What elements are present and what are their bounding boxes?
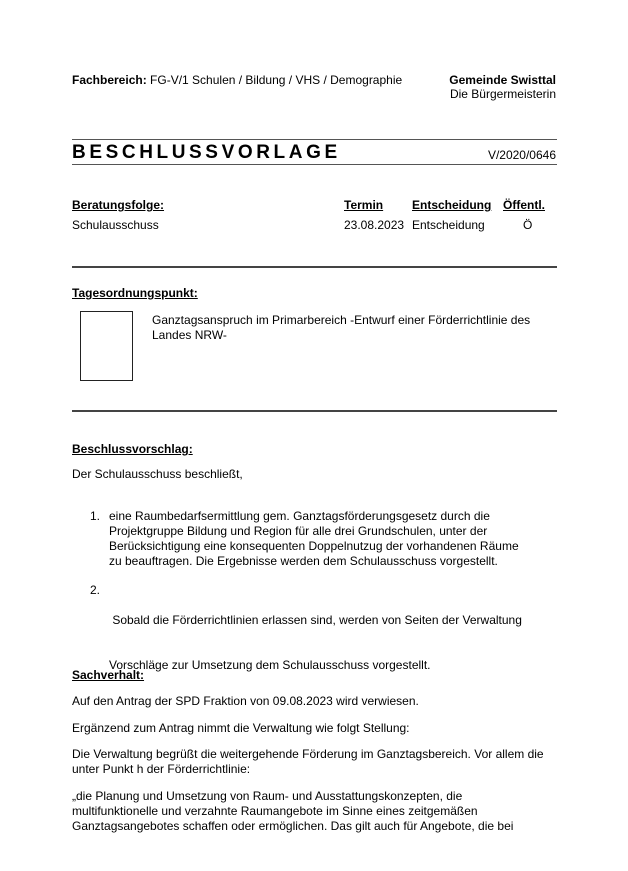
- beratungsfolge-header: Beratungsfolge:: [72, 198, 165, 212]
- entscheidung-cell: Entscheidung: [412, 218, 485, 232]
- list-number-2: 2.: [90, 583, 101, 597]
- list-item-1-line-3: Berücksichtigung eine konsequenten Doppelnutzug der vorhandenen Räume: [109, 539, 519, 553]
- list-item-2-line-1: Sobald die Förderrichtlinien erlassen sind, werden von Seiten der Verwaltung: [109, 613, 522, 627]
- gremium-cell: Schulausschuss: [72, 218, 159, 232]
- agenda-title-line-1: Ganztagsanspruch im Primarbereich -Entwurf einer Förderrichtlinie des: [152, 313, 531, 327]
- title-top-rule: [72, 139, 557, 140]
- document-title: BESCHLUSSVORLAGE: [72, 142, 341, 163]
- list-item-2: [109, 583, 559, 688]
- list-item-1-line-4: zu beauftragen. Die Ergebnisse werden dem Schulausschuss vorgestellt.: [109, 554, 498, 568]
- sachverhalt-paragraph-1: Auf den Antrag der SPD Fraktion von 09.08.2023 wird verwiesen.: [72, 694, 419, 708]
- title-bottom-rule: [72, 164, 557, 165]
- beschluss-intro: Der Schulausschuss beschließt,: [72, 467, 243, 481]
- section-rule-1: [72, 266, 557, 268]
- document-number: V/2020/0646: [487, 148, 556, 162]
- fachbereich: [72, 73, 402, 88]
- beschlussvorschlag-heading: Beschlussvorschlag:: [72, 442, 193, 456]
- section-rule-2: [72, 410, 557, 412]
- fachbereich-label: Fachbereich:: [72, 73, 147, 87]
- sachverhalt-paragraph-3-line-1: Die Verwaltung begrüßt die weitergehende Förderung im Ganztagsbereich. Vor allem die: [72, 747, 544, 761]
- oeffentl-header: Öffentl.: [503, 198, 545, 212]
- sachverhalt-paragraph-3-line-2: unter Punkt h der Förderrichtlinie:: [72, 762, 251, 776]
- oeffentl-cell: Ö: [523, 218, 533, 232]
- termin-cell: 23.08.2023: [344, 218, 405, 232]
- quote-line-2: multifunktionelle und verzahnte Raumangebote im Sinne eines zeitgemäßen: [72, 804, 478, 818]
- list-item-1-line-1: eine Raumbedarfsermittlung gem. Ganztagsförderungsgesetz durch die: [109, 509, 490, 523]
- entscheidung-header: Entscheidung: [412, 198, 492, 212]
- sachverhalt-heading: Sachverhalt:: [72, 668, 145, 682]
- list-item-1: [109, 509, 559, 569]
- gemeinde-name: Gemeinde Swisttal: [449, 73, 556, 87]
- list-item-2-line-2: Vorschläge zur Umsetzung dem Schulausschuss vorgestellt.: [109, 658, 431, 672]
- quote-line-1: „die Planung und Umsetzung von Raum- und Ausstattungskonzepten, die: [72, 789, 463, 803]
- sachverhalt-paragraph-2: Ergänzend zum Antrag nimmt die Verwaltung wie folgt Stellung:: [72, 721, 410, 735]
- tagesordnungspunkt-heading: Tagesordnungspunkt:: [72, 286, 198, 300]
- list-number-1: 1.: [90, 509, 101, 523]
- agenda-number-box: [80, 311, 133, 381]
- fachbereich-value: FG-V/1 Schulen / Bildung / VHS / Demographie: [150, 73, 403, 87]
- termin-header: Termin: [344, 198, 384, 212]
- buergermeisterin: Die Bürgermeisterin: [449, 87, 556, 101]
- list-item-1-line-2: Projektgruppe Bildung und Region für alle drei Grundschulen, unter der: [109, 524, 488, 538]
- agenda-title-line-2: Landes NRW-: [152, 328, 227, 342]
- quote-line-3: Ganztagsangebotes schaffen oder ermöglichen. Das gilt auch für Angebote, die bei: [72, 819, 514, 833]
